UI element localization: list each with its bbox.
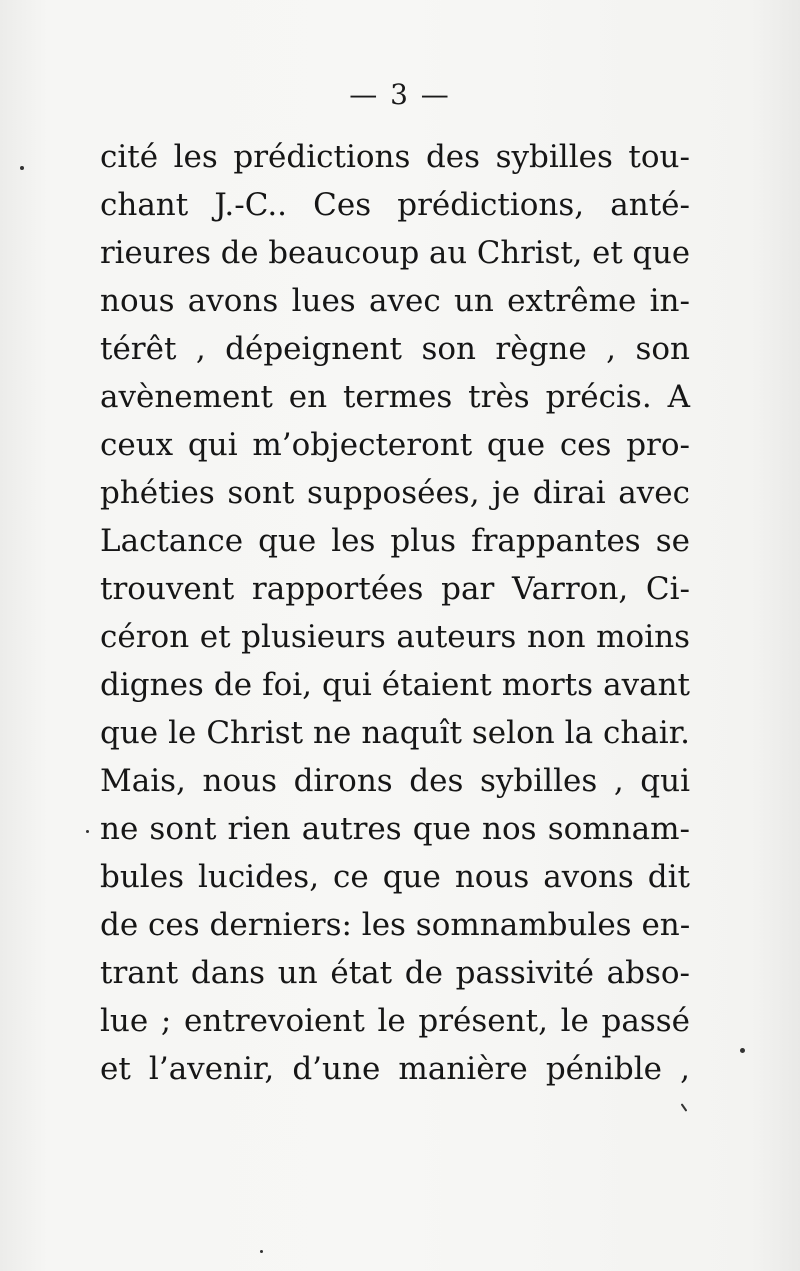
text-line: avènement en termes très précis. A — [100, 379, 690, 415]
body-text — [100, 133, 690, 1093]
text-line: céron et plusieurs auteurs non moins — [100, 619, 690, 655]
text-line: de ces derniers: les somnambules en- — [100, 907, 691, 943]
paper-speck — [86, 830, 89, 833]
text-line: ceux qui m’objecteront que ces pro- — [100, 427, 690, 463]
text-line: que le Christ ne naquît selon la chair. — [100, 715, 690, 751]
text-line: ne sont rien autres que nos somnam- — [100, 811, 690, 847]
text-line: phéties sont supposées, je dirai avec — [100, 475, 690, 511]
text-line: térêt , dépeignent son règne , son — [100, 331, 690, 367]
text-line: rieures de beaucoup au Christ, et que — [100, 235, 690, 271]
text-line: dignes de foi, qui étaient morts avant — [100, 667, 690, 703]
text-line: Mais, nous dirons des sybilles , qui — [100, 763, 690, 799]
text-line: et l’avenir, d’une manière pénible , — [100, 1051, 690, 1087]
text-line: trouvent rapportées par Varron, Ci- — [100, 571, 690, 607]
text-line: bules lucides, ce que nous avons dit — [100, 859, 690, 895]
text-line: Lactance que les plus frappantes se — [100, 523, 690, 559]
paper-speck — [20, 166, 24, 170]
text-line: chant J.-C.. Ces prédictions, anté- — [100, 187, 690, 223]
paper-speck — [260, 1250, 263, 1253]
text-line: nous avons lues avec un extrême in- — [100, 283, 690, 319]
page-number: — 3 — — [349, 78, 451, 111]
text-line: cité les prédictions des sybilles tou- — [100, 139, 690, 175]
paper-speck — [681, 1103, 688, 1112]
paper-speck — [740, 1048, 745, 1053]
text-line: trant dans un état de passivité abso- — [100, 955, 690, 991]
text-line: lue ; entrevoient le présent, le passé — [100, 1003, 690, 1039]
